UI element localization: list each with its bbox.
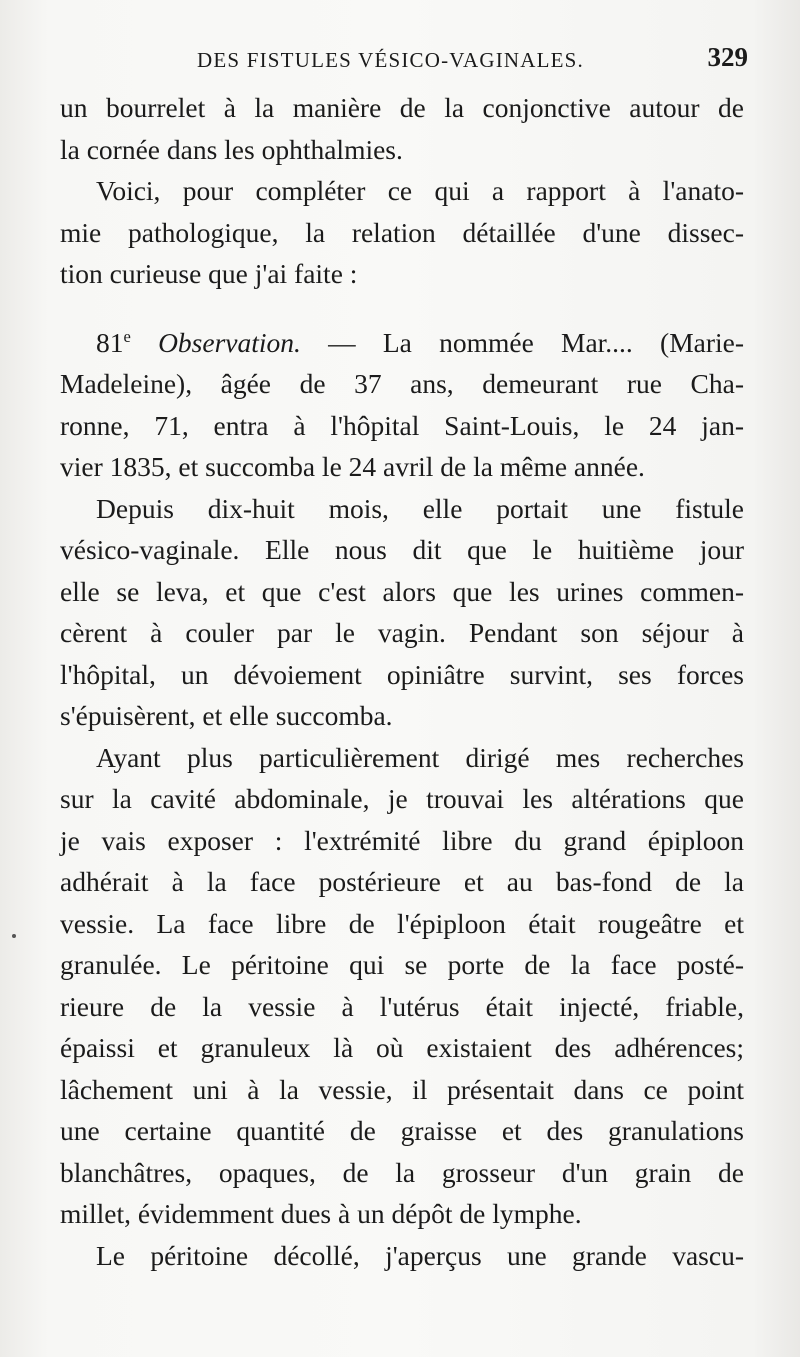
text-line: adhérait à la face postérieure et au bas-fond de la (60, 866, 744, 897)
text-line: sur la cavité abdominale, je trouvai les altérations que (60, 783, 744, 814)
text-line: rieure de la vessie à l'utérus était injecté, friable, (60, 990, 744, 1022)
text-line: Madeleine), âgée de 37 ans, demeurant rue Cha- (60, 368, 744, 399)
text-line: cèrent à couler par le vagin. Pendant son séjour à (60, 617, 744, 648)
text-line: Ayant plus particulièrement dirigé mes recherches (96, 741, 744, 773)
text-line: épaissi et granuleux là où existaient des adhérences; (60, 1032, 744, 1063)
observation-heading-rest: — La nommée Mar.... (Marie- (328, 326, 745, 358)
text-line: millet, évidemment dues à un dépôt de lymphe. (60, 1198, 582, 1229)
running-title: DES FISTULES VÉSICO-VAGINALES. (197, 48, 585, 72)
text-line: elle se leva, et que c'est alors que les urines commen- (60, 575, 744, 607)
text-line: s'épuisèrent, et elle succomba. (60, 700, 393, 731)
text-line: tion curieuse que j'ai faite : (60, 258, 358, 289)
observation-heading-line (60, 322, 744, 364)
text-line: Voici, pour compléter ce qui a rapport à l'anato- (96, 175, 744, 206)
text-line: lâchement uni à la vessie, il présentait dans ce point (60, 1073, 744, 1105)
text-line: blanchâtres, opaques, de la grosseur d'un grain de (60, 1156, 744, 1188)
observation-paragraph (60, 322, 744, 488)
text-line: vier 1835, et succomba le 24 avril de la même année. (60, 451, 645, 482)
page-header (60, 40, 750, 80)
observation-number-superscript: e (123, 326, 131, 346)
margin-speck (12, 934, 16, 938)
observation-label: Observation. (158, 326, 301, 358)
text-line: une certaine quantité de graisse et des granulations (60, 1115, 744, 1146)
body-text (60, 87, 744, 1276)
text-line: vessie. La face libre de l'épiploon était rougeâtre et (60, 907, 744, 939)
text-line: mie pathologique, la relation détaillée d'une dissec- (60, 216, 744, 248)
text-line: l'hôpital, un dévoiement opiniâtre survint, ses forces (60, 658, 744, 690)
paragraph-6 (60, 1235, 744, 1277)
paragraph-4 (60, 488, 744, 737)
paragraph-2 (60, 170, 744, 295)
text-line: Depuis dix-huit mois, elle portait une fistule (96, 492, 744, 524)
paragraph-1 (60, 87, 744, 170)
text-line: ronne, 71, entra à l'hôpital Saint-Louis, le 24 jan- (60, 409, 744, 441)
text-line: je vais exposer : l'extrémité libre du grand épiploon (60, 824, 744, 856)
section-gap (60, 295, 744, 322)
text-line: vésico-vaginale. Elle nous dit que le huitième jour (60, 534, 744, 565)
text-line: Le péritoine décollé, j'aperçus une grande vascu- (96, 1239, 744, 1271)
text-line: granulée. Le péritoine qui se porte de la face posté- (60, 949, 744, 980)
text-line: un bourrelet à la manière de la conjonctive autour de (60, 92, 744, 123)
text-line: la cornée dans les ophthalmies. (60, 133, 403, 165)
paragraph-5 (60, 737, 744, 1235)
observation-number: 81 (96, 326, 124, 358)
page-number: 329 (707, 42, 748, 72)
